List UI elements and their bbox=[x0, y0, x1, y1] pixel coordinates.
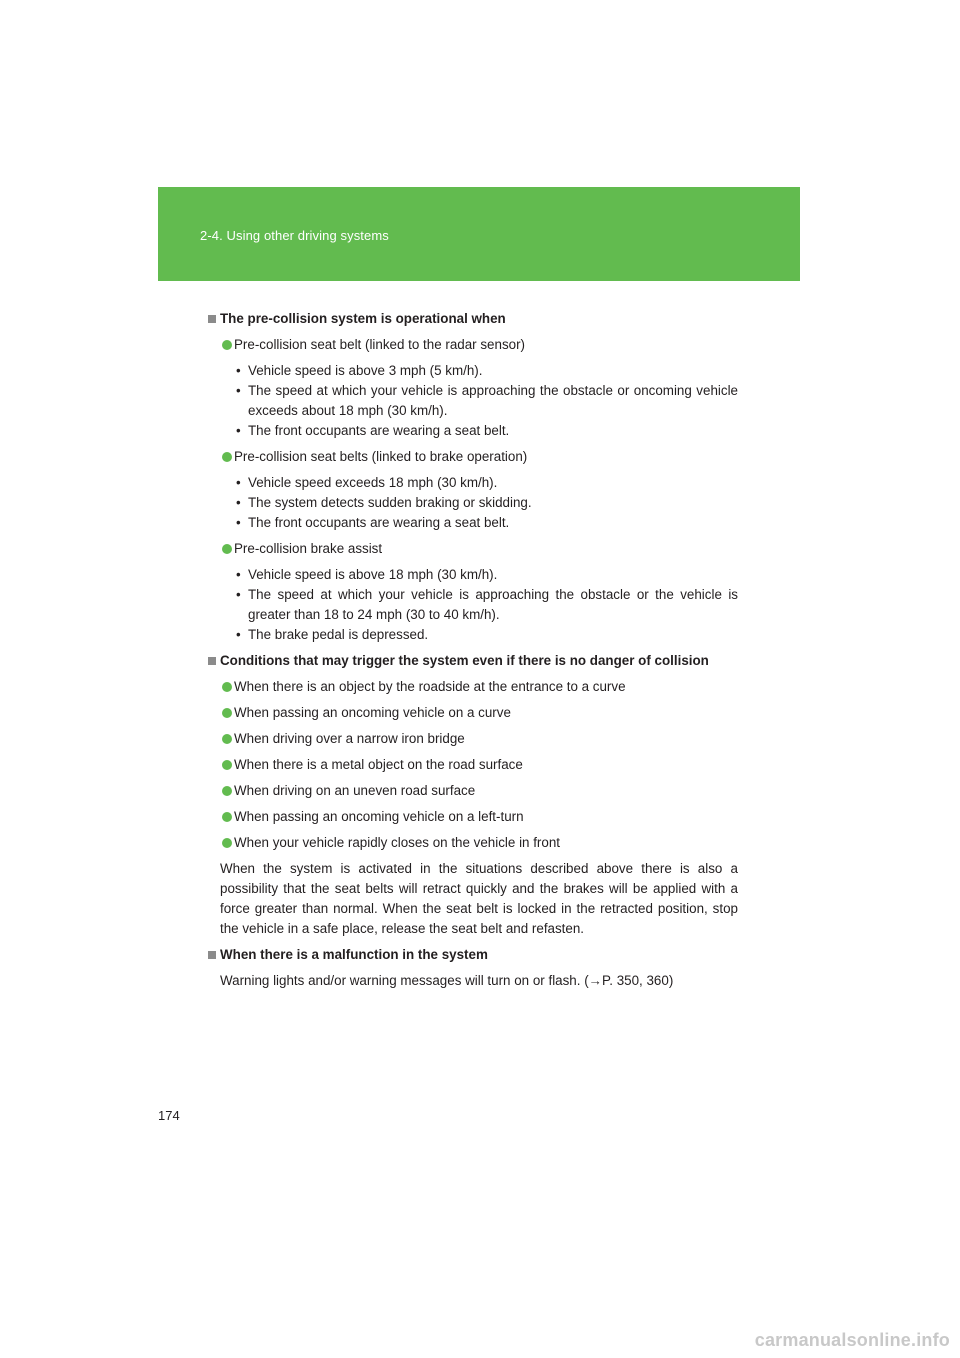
section-heading-malfunction: When there is a malfunction in the system bbox=[208, 945, 738, 965]
circle-bullet-icon bbox=[222, 786, 232, 796]
list-item: When driving on an uneven road surface bbox=[208, 781, 738, 801]
list-item: When driving over a narrow iron bridge bbox=[208, 729, 738, 749]
sub-list-item: • Vehicle speed is above 3 mph (5 km/h). bbox=[236, 363, 483, 378]
circle-bullet-icon bbox=[222, 340, 232, 350]
square-bullet-icon bbox=[208, 657, 216, 665]
sub-list-item: • The system detects sudden braking or skidding. bbox=[236, 495, 532, 510]
body-paragraph: When the system is activated in the situations described above there is also a possibility that the seat belts will retract quickly and the brakes will be applied with a force greater than normal. When the seat belt is locked in the retracted position, stop the vehicle in a safe place, release the seat belt and refasten. bbox=[220, 861, 738, 936]
watermark: carmanualsonline.info bbox=[754, 1330, 950, 1350]
circle-bullet-icon bbox=[222, 812, 232, 822]
list-item: When there is an object by the roadside at the entrance to a curve bbox=[208, 677, 738, 697]
page-number: 174 bbox=[158, 1108, 180, 1123]
list-item: Pre-collision brake assist bbox=[208, 539, 738, 559]
page-reference-link[interactable]: P. 350, 360 bbox=[602, 973, 669, 988]
circle-bullet-icon bbox=[222, 708, 232, 718]
section-heading-operational: The pre-collision system is operational when bbox=[208, 309, 738, 329]
arrow-icon: → bbox=[588, 973, 603, 988]
malfunction-text: Warning lights and/or warning messages will turn on or flash. (→P. 350, 360) bbox=[220, 973, 674, 988]
circle-bullet-icon bbox=[222, 734, 232, 744]
content bbox=[208, 309, 738, 991]
list-item: When there is a metal object on the road surface bbox=[208, 755, 738, 775]
list-item: Pre-collision seat belt (linked to the radar sensor) bbox=[208, 335, 738, 355]
section-heading-conditions: Conditions that may trigger the system even if there is no danger of collision bbox=[208, 651, 738, 671]
sub-list-item: • Vehicle speed is above 18 mph (30 km/h). bbox=[236, 567, 498, 582]
list-item: When passing an oncoming vehicle on a curve bbox=[208, 703, 738, 723]
circle-bullet-icon bbox=[222, 760, 232, 770]
sub-list-item: • The front occupants are wearing a seat belt. bbox=[236, 423, 510, 438]
sub-list-item: • Vehicle speed exceeds 18 mph (30 km/h). bbox=[236, 475, 498, 490]
sub-list-item: • The brake pedal is depressed. bbox=[236, 627, 429, 642]
square-bullet-icon bbox=[208, 315, 216, 323]
header-bar bbox=[158, 187, 800, 281]
circle-bullet-icon bbox=[222, 838, 232, 848]
sub-list-item: • The speed at which your vehicle is approaching the obstacle or oncoming vehicle exceeds about 18 mph (30 km/h). bbox=[236, 383, 738, 418]
list-item: When passing an oncoming vehicle on a left-turn bbox=[208, 807, 738, 827]
sub-list-item: • The front occupants are wearing a seat belt. bbox=[236, 515, 510, 530]
section-title: 2-4. Using other driving systems bbox=[200, 228, 389, 243]
sub-list-item: • The speed at which your vehicle is approaching the obstacle or the vehicle is greater than 18 to 24 mph (30 to 40 km/h). bbox=[236, 587, 738, 622]
list-item: When your vehicle rapidly closes on the vehicle in front bbox=[208, 833, 738, 853]
list-item: Pre-collision seat belts (linked to brake operation) bbox=[208, 447, 738, 467]
square-bullet-icon bbox=[208, 951, 216, 959]
circle-bullet-icon bbox=[222, 544, 232, 554]
circle-bullet-icon bbox=[222, 682, 232, 692]
circle-bullet-icon bbox=[222, 452, 232, 462]
